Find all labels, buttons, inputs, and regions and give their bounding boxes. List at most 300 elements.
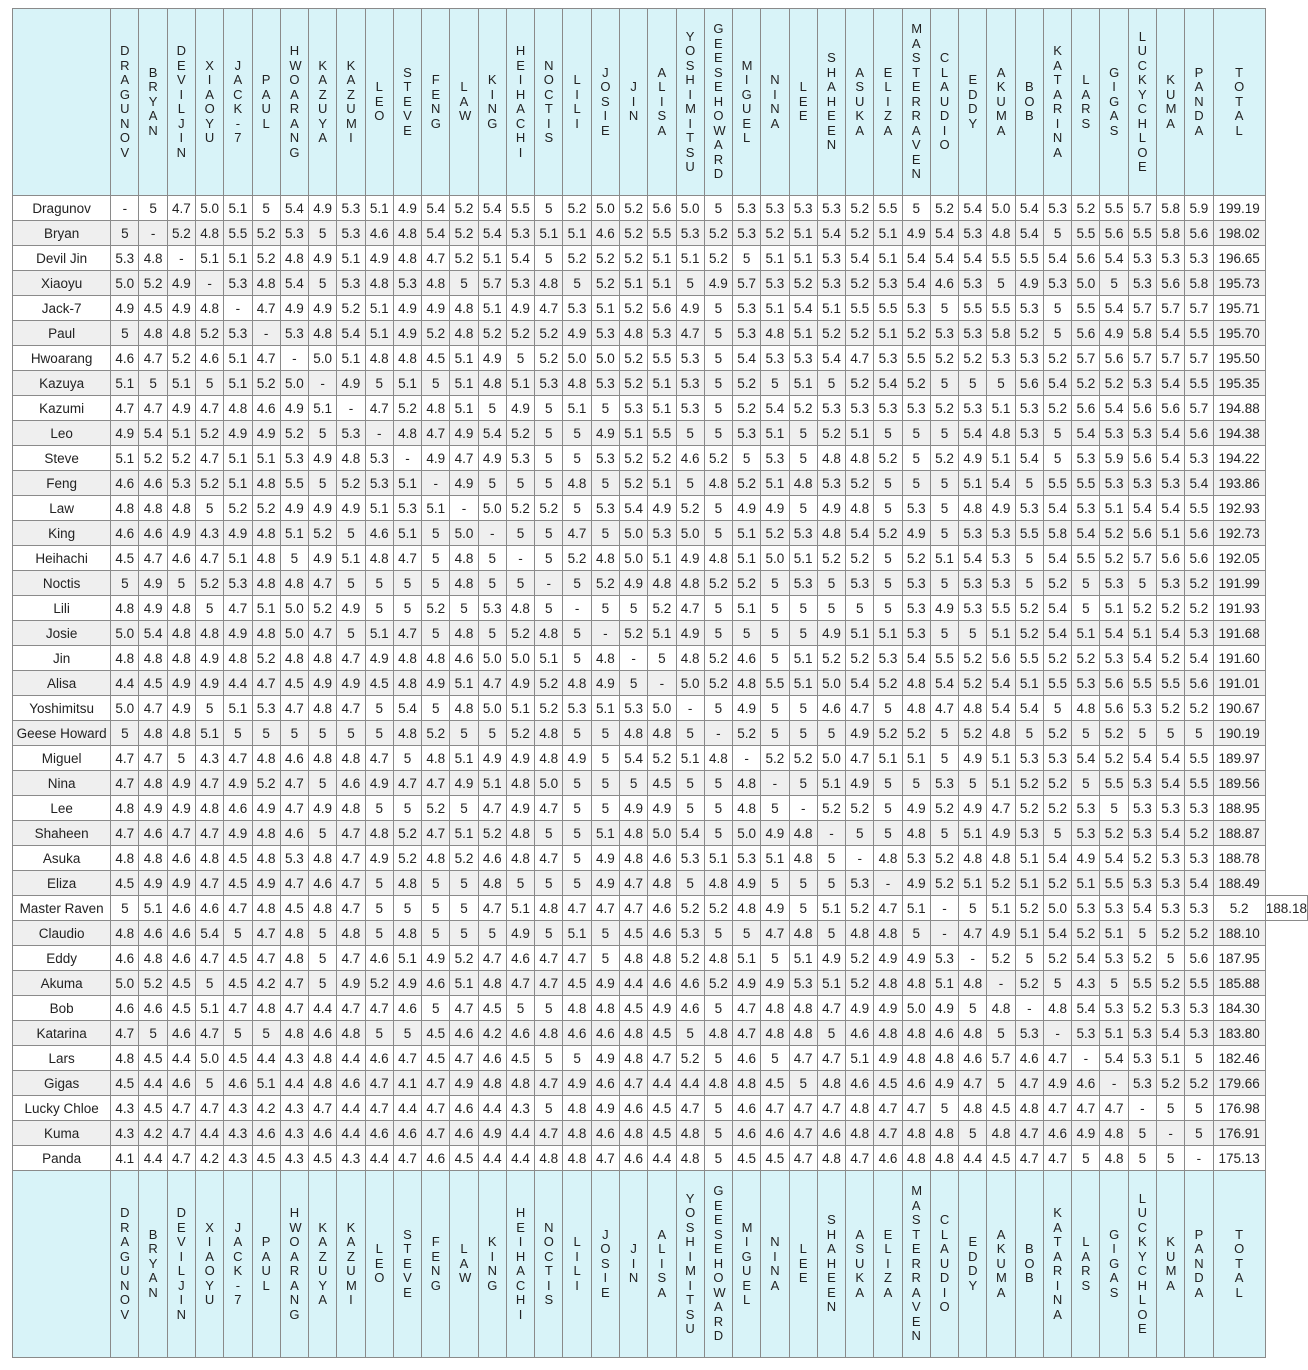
matchup-cell: 5.8: [987, 321, 1015, 346]
column-header-label: DRAGUNOV: [119, 1205, 130, 1322]
matchup-cell: 4.7: [478, 671, 506, 696]
matchup-cell: 5.2: [817, 421, 845, 446]
matchup-cell: 4.5: [309, 1146, 337, 1171]
matchup-cell: 5: [393, 896, 421, 921]
matchup-cell: 4.8: [704, 471, 732, 496]
matchup-cell: 4.8: [422, 396, 450, 421]
matchup-cell: 4.9: [252, 796, 280, 821]
matchup-cell: 5: [704, 196, 732, 221]
matchup-cell: 4.6: [422, 971, 450, 996]
matchup-cell: 4.5: [648, 1021, 676, 1046]
matchup-cell: 4.8: [167, 321, 195, 346]
matchup-cell: 4.2: [252, 1096, 280, 1121]
matchup-cell: 5.3: [930, 771, 958, 796]
matchup-cell: 5.3: [930, 321, 958, 346]
matchup-cell: 5.1: [478, 296, 506, 321]
matchup-cell: 5.7: [1185, 396, 1213, 421]
matchup-cell: 5.2: [1015, 796, 1043, 821]
column-header: [167, 1171, 195, 1358]
total-cell: 191.93: [1213, 596, 1265, 621]
matchup-cell: 4.7: [195, 946, 223, 971]
matchup-cell: 5.2: [1072, 371, 1100, 396]
matchup-cell: 4.8: [987, 846, 1015, 871]
matchup-cell: 5.2: [1157, 696, 1185, 721]
matchup-cell: 4.9: [309, 296, 337, 321]
matchup-cell: 4.9: [167, 796, 195, 821]
matchup-cell: 5.4: [1157, 621, 1185, 646]
matchup-cell: 5.3: [1072, 796, 1100, 821]
matchup-cell: 4.8: [309, 696, 337, 721]
matchup-cell: 4.7: [422, 771, 450, 796]
row-character-name: Miguel: [13, 746, 111, 771]
matchup-cell: 5: [535, 1046, 563, 1071]
matchup-cell: 4.7: [309, 571, 337, 596]
matchup-cell: 5.0: [676, 196, 704, 221]
matchup-cell: 5.5: [1185, 496, 1213, 521]
matchup-cell: 5.4: [1157, 771, 1185, 796]
matchup-cell: 4.4: [337, 1121, 365, 1146]
matchup-cell: 4.8: [139, 721, 167, 746]
matchup-cell: 5.2: [846, 896, 874, 921]
matchup-cell: 4.8: [817, 1146, 845, 1171]
matchup-cell: 4.7: [563, 521, 591, 546]
matchup-cell: 4.9: [761, 496, 789, 521]
matchup-cell: 5.3: [337, 196, 365, 221]
row-character-name: Kuma: [13, 1121, 111, 1146]
column-header: [478, 1171, 506, 1358]
matchup-cell: 4.8: [959, 696, 987, 721]
matchup-cell: 4.1: [111, 1146, 139, 1171]
matchup-cell: -: [224, 296, 252, 321]
matchup-cell: 4.7: [987, 796, 1015, 821]
matchup-cell: 4.7: [195, 396, 223, 421]
matchup-cell: 5.5: [987, 296, 1015, 321]
matchup-cell: 5: [1072, 596, 1100, 621]
matchup-cell: 5.2: [817, 546, 845, 571]
table-row: [13, 246, 1308, 271]
matchup-cell: 5: [676, 271, 704, 296]
matchup-cell: 4.8: [648, 946, 676, 971]
matchup-cell: 4.7: [280, 696, 308, 721]
matchup-cell: 5.2: [874, 721, 902, 746]
matchup-cell: 4.8: [704, 1021, 732, 1046]
matchup-cell: 5: [591, 471, 619, 496]
matchup-cell: 4.2: [478, 1021, 506, 1046]
matchup-cell: 5.0: [195, 1046, 223, 1071]
matchup-cell: 4.8: [280, 246, 308, 271]
matchup-cell: 5: [450, 871, 478, 896]
column-header: [648, 9, 676, 196]
matchup-cell: -: [167, 246, 195, 271]
matchup-cell: 4.9: [195, 646, 223, 671]
matchup-cell: 5.2: [450, 246, 478, 271]
row-character-name: Dragunov: [13, 196, 111, 221]
matchup-cell: 4.9: [563, 321, 591, 346]
column-header: [365, 9, 393, 196]
matchup-cell: 5: [563, 421, 591, 446]
matchup-cell: 4.6: [111, 946, 139, 971]
total-cell: 188.87: [1213, 821, 1265, 846]
matchup-cell: 5.3: [1157, 996, 1185, 1021]
matchup-cell: 5.1: [309, 396, 337, 421]
matchup-cell: 5.3: [902, 596, 930, 621]
matchup-cell: 4.9: [959, 796, 987, 821]
matchup-cell: 5: [563, 821, 591, 846]
matchup-cell: 5.0: [478, 496, 506, 521]
matchup-cell: 5.6: [1157, 271, 1185, 296]
matchup-cell: 4.9: [648, 796, 676, 821]
column-header: [224, 1171, 252, 1358]
matchup-cell: 4.8: [506, 846, 534, 871]
matchup-cell: 4.7: [139, 346, 167, 371]
column-header-label: PANDA: [1194, 64, 1204, 138]
matchup-cell: 5.1: [337, 246, 365, 271]
matchup-cell: 5: [987, 1021, 1015, 1046]
matchup-cell: 4.8: [195, 796, 223, 821]
matchup-cell: 5.4: [1128, 646, 1156, 671]
column-header-label: KAZUYA: [317, 1219, 328, 1307]
column-header-label: NINA: [770, 72, 780, 131]
matchup-cell: 4.7: [195, 546, 223, 571]
matchup-cell: 4.8: [619, 1021, 647, 1046]
matchup-cell: 4.6: [591, 1071, 619, 1096]
matchup-cell: 4.8: [987, 421, 1015, 446]
matchup-cell: 4.4: [309, 996, 337, 1021]
matchup-cell: 5.7: [1072, 346, 1100, 371]
matchup-cell: 5.7: [1128, 296, 1156, 321]
matchup-cell: 4.8: [902, 1121, 930, 1146]
matchup-cell: 5.1: [224, 196, 252, 221]
matchup-cell: 5.2: [393, 396, 421, 421]
matchup-table: [12, 8, 1308, 1358]
column-header: [1157, 1171, 1185, 1358]
matchup-cell: 5.3: [506, 446, 534, 471]
column-header-label: BOB: [1024, 1241, 1035, 1286]
column-header-label: LUCKY CHLOE: [1137, 1190, 1148, 1336]
column-header: [846, 1171, 874, 1358]
matchup-cell: 5.7: [1185, 296, 1213, 321]
matchup-cell: 5.1: [761, 246, 789, 271]
total-cell: 188.78: [1213, 846, 1265, 871]
matchup-cell: 4.8: [450, 296, 478, 321]
matchup-cell: -: [309, 371, 337, 396]
matchup-cell: 5: [874, 496, 902, 521]
matchup-cell: 5.0: [111, 621, 139, 646]
matchup-cell: 5.5: [987, 246, 1015, 271]
matchup-cell: 4.9: [111, 421, 139, 446]
matchup-cell: 4.9: [365, 846, 393, 871]
matchup-cell: 5.1: [450, 971, 478, 996]
total-cell: 190.19: [1213, 721, 1265, 746]
matchup-cell: 5.5: [1128, 971, 1156, 996]
row-character-name: Jin: [13, 646, 111, 671]
matchup-cell: 5.6: [1100, 221, 1128, 246]
matchup-cell: 4.8: [902, 1046, 930, 1071]
matchup-cell: 5.2: [1043, 796, 1071, 821]
column-header: [393, 9, 421, 196]
matchup-cell: 5.4: [1043, 846, 1071, 871]
matchup-cell: 5.1: [252, 1071, 280, 1096]
matchup-cell: 4.9: [591, 421, 619, 446]
matchup-cell: 4.6: [365, 521, 393, 546]
matchup-cell: 4.8: [930, 1146, 958, 1171]
matchup-cell: 5.4: [280, 196, 308, 221]
matchup-cell: 5: [874, 596, 902, 621]
matchup-cell: 5: [422, 921, 450, 946]
matchup-cell: 5.2: [535, 671, 563, 696]
matchup-cell: 4.8: [733, 771, 761, 796]
matchup-cell: 5.2: [1100, 721, 1128, 746]
matchup-cell: 5.2: [450, 946, 478, 971]
matchup-cell: 4.8: [733, 671, 761, 696]
matchup-cell: 4.5: [648, 771, 676, 796]
matchup-cell: 5.3: [1185, 1021, 1213, 1046]
matchup-cell: 5.1: [902, 896, 930, 921]
matchup-cell: 4.8: [704, 1071, 732, 1096]
matchup-cell: 5.8: [1157, 221, 1185, 246]
row-character-name: Paul: [13, 321, 111, 346]
matchup-cell: 4.7: [280, 796, 308, 821]
matchup-cell: 5: [930, 821, 958, 846]
matchup-cell: -: [619, 646, 647, 671]
matchup-cell: 5.6: [1128, 446, 1156, 471]
matchup-cell: 5.3: [874, 271, 902, 296]
matchup-cell: 5.1: [337, 346, 365, 371]
matchup-cell: 4.6: [111, 521, 139, 546]
matchup-cell: 5: [959, 896, 987, 921]
matchup-cell: 5: [365, 371, 393, 396]
matchup-cell: 5: [563, 496, 591, 521]
matchup-cell: 5.5: [1185, 971, 1213, 996]
column-header: [676, 1171, 704, 1358]
column-header-label: LARS: [1081, 1234, 1091, 1293]
matchup-cell: 4.9: [506, 296, 534, 321]
column-header-label: ALISA: [657, 1226, 667, 1300]
matchup-cell: 4.7: [167, 1121, 195, 1146]
matchup-cell: 5.1: [506, 696, 534, 721]
matchup-cell: 4.6: [478, 1046, 506, 1071]
matchup-cell: 4.9: [280, 396, 308, 421]
matchup-cell: 4.9: [252, 421, 280, 446]
matchup-cell: 5.3: [591, 371, 619, 396]
matchup-cell: 5.2: [535, 346, 563, 371]
matchup-cell: 5.4: [1043, 596, 1071, 621]
total-cell: 192.73: [1213, 521, 1265, 546]
matchup-cell: 5: [478, 721, 506, 746]
column-header: [619, 9, 647, 196]
matchup-cell: 4.9: [393, 196, 421, 221]
matchup-cell: 5.0: [817, 671, 845, 696]
matchup-cell: 4.6: [167, 946, 195, 971]
column-header: [648, 1171, 676, 1358]
matchup-cell: 5.4: [1128, 496, 1156, 521]
matchup-cell: 5.1: [789, 946, 817, 971]
matchup-cell: 4.7: [535, 1071, 563, 1096]
column-header-label: MASTER RAVEN: [911, 21, 923, 182]
matchup-cell: 5.3: [817, 246, 845, 271]
matchup-cell: 4.6: [309, 871, 337, 896]
column-header-label: PANDA: [1194, 1226, 1204, 1300]
matchup-cell: 5.3: [1043, 196, 1071, 221]
matchup-cell: 4.9: [167, 271, 195, 296]
matchup-cell: 5.2: [1043, 946, 1071, 971]
matchup-cell: 5: [874, 796, 902, 821]
column-header-label: HEIHACHI: [515, 1205, 526, 1322]
matchup-cell: 5.4: [959, 421, 987, 446]
matchup-cell: 5: [337, 571, 365, 596]
matchup-cell: 5.2: [704, 971, 732, 996]
column-header-label: ELIZA: [883, 1226, 893, 1300]
matchup-cell: 4.9: [591, 1046, 619, 1071]
matchup-cell: 5.4: [1100, 296, 1128, 321]
matchup-cell: 4.1: [393, 1071, 421, 1096]
matchup-cell: 5.2: [817, 796, 845, 821]
matchup-cell: 4.7: [252, 671, 280, 696]
matchup-cell: 5: [111, 571, 139, 596]
matchup-cell: 5: [309, 221, 337, 246]
matchup-cell: 5.1: [280, 521, 308, 546]
matchup-cell: 4.8: [704, 946, 732, 971]
matchup-cell: -: [959, 946, 987, 971]
matchup-cell: 4.4: [337, 1096, 365, 1121]
matchup-cell: 5.3: [817, 271, 845, 296]
matchup-cell: 5.2: [1043, 871, 1071, 896]
matchup-cell: 4.8: [761, 321, 789, 346]
matchup-cell: 5.2: [930, 796, 958, 821]
column-header-label: KATARINA: [1052, 43, 1063, 160]
matchup-cell: 4.7: [761, 1096, 789, 1121]
matchup-cell: 5: [478, 471, 506, 496]
matchup-cell: 5.0: [450, 521, 478, 546]
column-header-label: SHAHEEN: [826, 50, 837, 153]
matchup-cell: 5.3: [676, 921, 704, 946]
matchup-cell: 4.9: [1100, 321, 1128, 346]
matchup-cell: 4.8: [959, 846, 987, 871]
matchup-cell: 5: [450, 921, 478, 946]
matchup-cell: 5.2: [393, 846, 421, 871]
matchup-cell: 5.2: [733, 371, 761, 396]
matchup-cell: 5.4: [1157, 821, 1185, 846]
matchup-cell: 5.1: [959, 471, 987, 496]
matchup-cell: 5.2: [422, 796, 450, 821]
matchup-cell: 5: [789, 896, 817, 921]
matchup-cell: 5.8: [1128, 321, 1156, 346]
matchup-cell: 4.6: [337, 771, 365, 796]
matchup-cell: 5.1: [1015, 871, 1043, 896]
column-header-label: ASUKA: [855, 64, 865, 138]
matchup-cell: 5.4: [1015, 696, 1043, 721]
column-header-label: KING: [487, 72, 498, 131]
matchup-cell: 5.3: [337, 421, 365, 446]
matchup-cell: 4.8: [648, 721, 676, 746]
matchup-cell: 5.5: [930, 646, 958, 671]
matchup-cell: 4.9: [167, 771, 195, 796]
matchup-cell: 5: [422, 571, 450, 596]
matchup-cell: 4.9: [987, 921, 1015, 946]
matchup-cell: 5.4: [1072, 946, 1100, 971]
matchup-cell: 5: [111, 896, 139, 921]
matchup-cell: 5.3: [959, 271, 987, 296]
matchup-cell: 5: [1015, 571, 1043, 596]
matchup-cell: 4.8: [535, 896, 563, 921]
matchup-cell: -: [591, 621, 619, 646]
matchup-cell: 4.7: [846, 346, 874, 371]
matchup-cell: 5: [309, 721, 337, 746]
matchup-cell: 4.8: [987, 721, 1015, 746]
matchup-cell: 5.3: [930, 946, 958, 971]
table-row: [13, 371, 1308, 396]
column-header-label: PAUL: [261, 1234, 271, 1293]
matchup-cell: 5.2: [365, 971, 393, 996]
matchup-cell: 5.1: [365, 621, 393, 646]
matchup-cell: 4.7: [422, 1096, 450, 1121]
matchup-cell: 4.7: [789, 1146, 817, 1171]
matchup-cell: 5.2: [1157, 596, 1185, 621]
matchup-cell: 4.9: [478, 1121, 506, 1146]
column-header-label: YOSHIMITSU: [685, 1190, 696, 1336]
matchup-cell: 5: [761, 596, 789, 621]
matchup-cell: 4.6: [422, 1146, 450, 1171]
matchup-cell: 4.8: [450, 321, 478, 346]
matchup-cell: 5: [704, 771, 732, 796]
row-character-name: Asuka: [13, 846, 111, 871]
matchup-cell: 5.4: [1185, 471, 1213, 496]
matchup-cell: 5.0: [1043, 896, 1071, 921]
matchup-cell: 4.6: [111, 471, 139, 496]
matchup-cell: 5.1: [648, 371, 676, 396]
matchup-cell: 5: [704, 696, 732, 721]
matchup-cell: 5.6: [1072, 321, 1100, 346]
matchup-cell: 5.2: [1157, 646, 1185, 671]
column-header: [987, 9, 1015, 196]
table-row: [13, 771, 1308, 796]
matchup-cell: 4.8: [733, 896, 761, 921]
matchup-cell: 5.1: [393, 471, 421, 496]
matchup-cell: 5: [563, 621, 591, 646]
matchup-cell: 5.5: [987, 596, 1015, 621]
matchup-cell: 4.4: [195, 1121, 223, 1146]
matchup-cell: 5.5: [1072, 221, 1100, 246]
matchup-cell: 5: [450, 271, 478, 296]
matchup-cell: 4.8: [309, 746, 337, 771]
matchup-cell: 5.2: [1128, 596, 1156, 621]
matchup-cell: 4.6: [902, 1071, 930, 1096]
matchup-cell: 4.8: [195, 296, 223, 321]
matchup-cell: -: [930, 896, 958, 921]
matchup-cell: 5: [789, 496, 817, 521]
matchup-cell: 5.2: [619, 221, 647, 246]
matchup-cell: 5: [591, 596, 619, 621]
matchup-cell: 4.5: [280, 671, 308, 696]
row-character-name: Xiaoyu: [13, 271, 111, 296]
matchup-cell: 5.4: [478, 421, 506, 446]
column-header: [817, 1171, 845, 1358]
matchup-cell: 5: [195, 596, 223, 621]
matchup-cell: 4.8: [1043, 996, 1071, 1021]
column-header: [789, 9, 817, 196]
table-row: [13, 821, 1308, 846]
matchup-cell: 4.9: [761, 896, 789, 921]
matchup-cell: 5.2: [704, 571, 732, 596]
table-row: [13, 1096, 1308, 1121]
column-header: [1072, 9, 1100, 196]
matchup-cell: 5.1: [195, 721, 223, 746]
matchup-cell: 5: [676, 796, 704, 821]
matchup-cell: 5.2: [167, 221, 195, 246]
matchup-cell: 4.6: [676, 446, 704, 471]
matchup-cell: 5.2: [930, 846, 958, 871]
matchup-cell: 5.2: [930, 871, 958, 896]
